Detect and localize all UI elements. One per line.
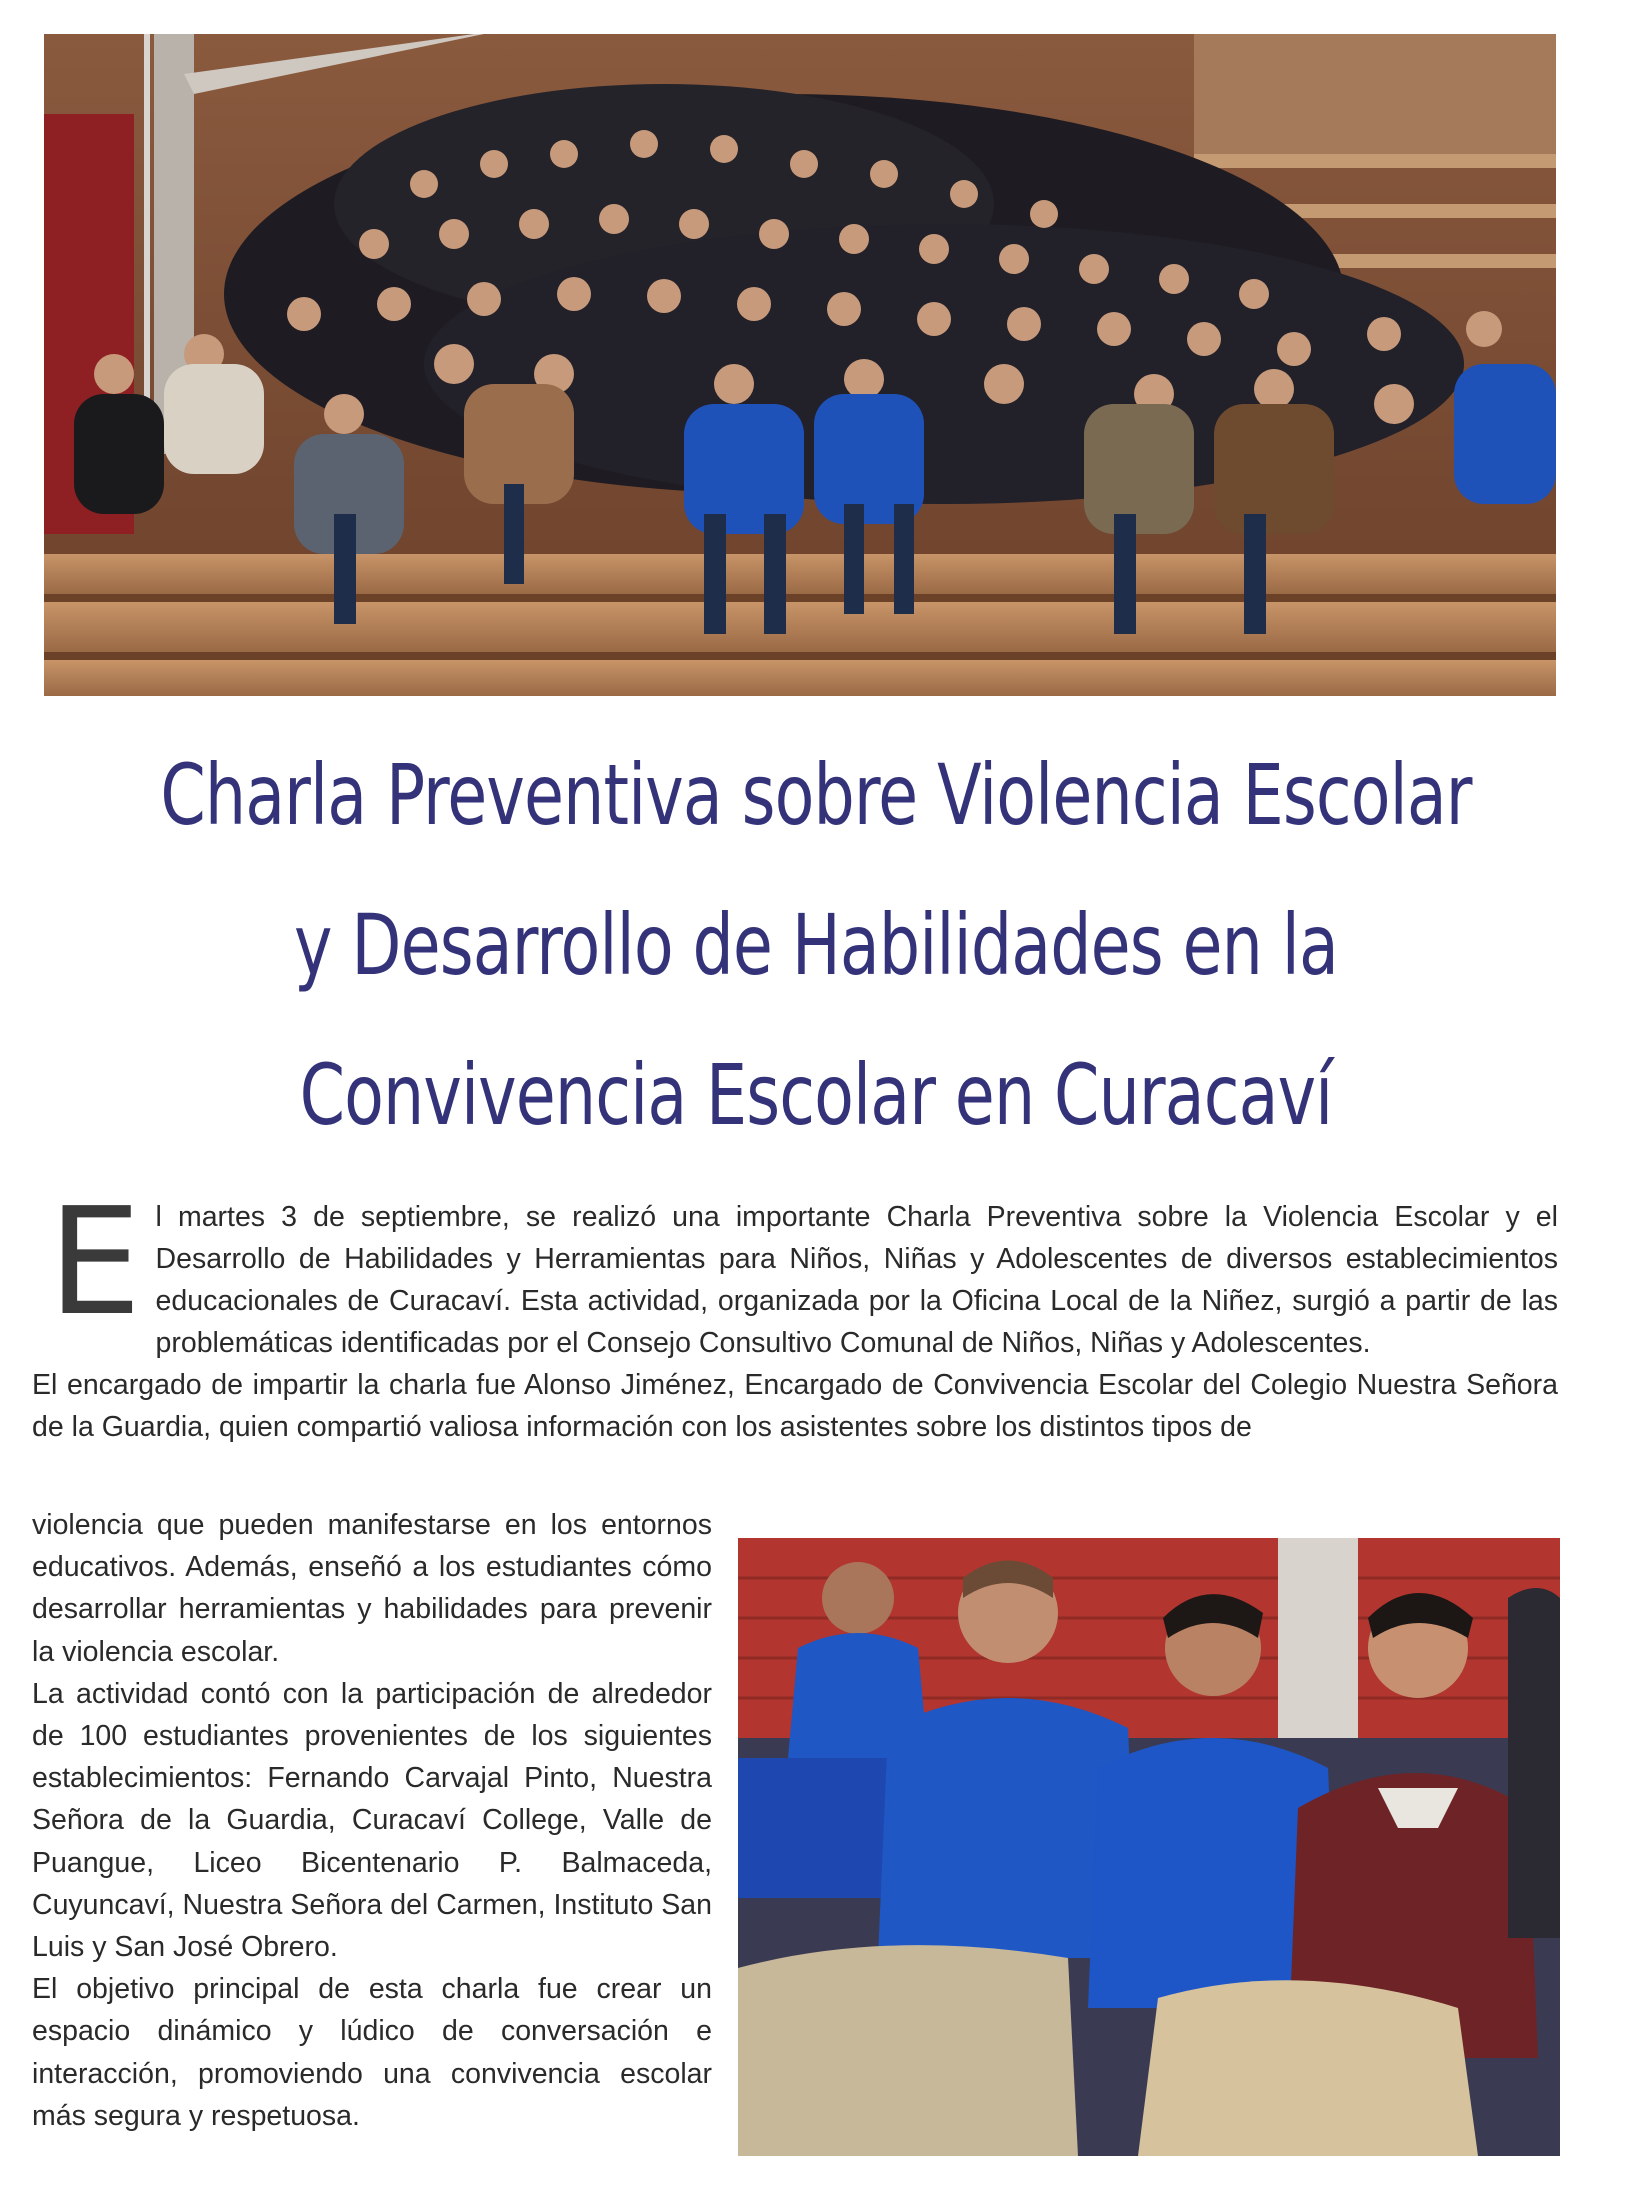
drop-cap: E	[48, 1176, 142, 1348]
speakers-photo-illustration	[738, 1538, 1560, 2156]
speakers-photo	[738, 1538, 1560, 2156]
paragraph-4: El objetivo principal de esta charla fue crear un espacio dinámico y lúdico de conversación e interacción, promoviendo una convivencia escolar más segura y respetuosa.	[32, 1973, 712, 2132]
paragraph-2-end: violencia que pueden manifestarse en los entornos educativos. Además, enseñó a los estudiantes cómo desarrollar herramientas y habilidades para prevenir la violencia escolar.	[32, 1509, 712, 1668]
group-photo	[44, 34, 1556, 696]
paragraph-1: l martes 3 de septiembre, se realizó una importante Charla Preventiva sobre la Violencia Escolar y el Desarrollo de Habilidades y Herramientas para Niños, Niñas y Adolescentes de diversos establecimientos educacionales de Curacaví. Esta actividad, organizada por la Oficina Local de la Niñez, surgió a partir de las problemáticas identificadas por el Consejo Consultivo Comunal de Niños, Niñas y Adolescentes.	[155, 1201, 1558, 1359]
paragraph-3: La actividad contó con la participación de alrededor de 100 estudiantes provenientes de los siguientes establecimientos: Fernando Carvajal Pinto, Nuestra Señora de la Guardia, Curacaví College, Valle de Puangue, Liceo Bicentenario P. Balmaceda, Cuyuncaví, Nuestra Señora del Carmen, Instituto San Luis y San José Obrero.	[32, 1677, 712, 1964]
article-headline	[140, 720, 1492, 1170]
article-body-top	[32, 1176, 1558, 1448]
paragraph-2-start: El encargado de impartir la charla fue Alonso Jiménez, Encargado de Convivencia Escolar del Colegio Nuestra Señora de la Guardia, quien compartió valiosa información con los asistentes sobre los distintos tipos de	[32, 1369, 1558, 1443]
headline-line-1: Charla Preventiva sobre Violencia Escolar	[160, 746, 1472, 844]
article-body-column	[32, 1504, 712, 2137]
headline-line-2: y Desarrollo de Habilidades en la	[294, 896, 1338, 994]
group-photo-illustration	[44, 34, 1556, 696]
headline-line-3: Convivencia Escolar en Curacaví	[299, 1046, 1333, 1144]
